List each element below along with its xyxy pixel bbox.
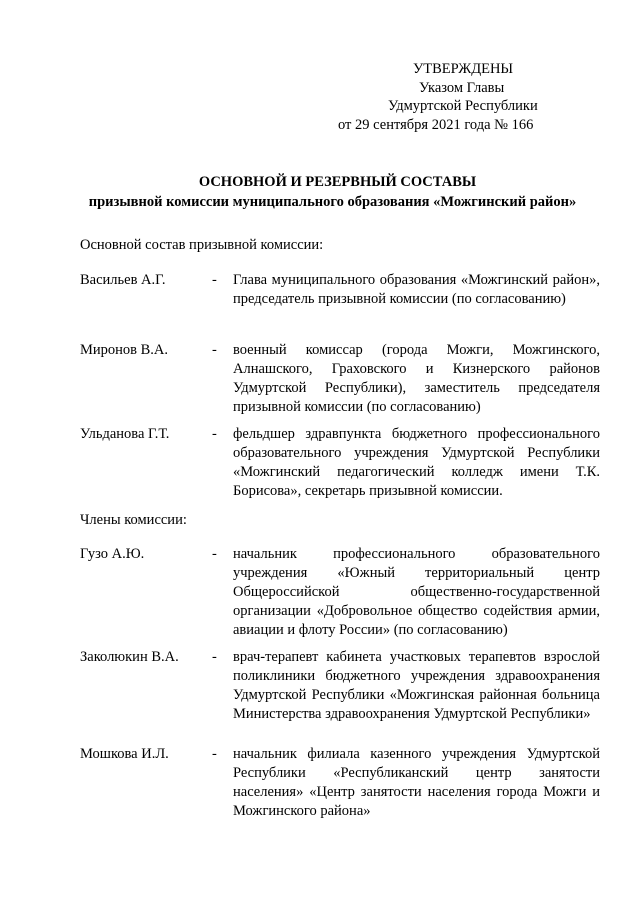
- title-line-2: призывной комиссии муниципального образования «Можгинский район»: [88, 194, 577, 210]
- member-dash: -: [212, 272, 217, 288]
- member-entry: [80, 271, 600, 309]
- approval-date: от 29 сентября 2021 года № 166: [338, 116, 534, 133]
- approval-decree: Указом Главы: [419, 79, 505, 96]
- member-entry: [80, 425, 600, 501]
- member-role: Глава муниципального образования «Можгинский район», председатель призывной комиссии (по согласованию): [233, 272, 600, 307]
- title-line-1: ОСНОВНОЙ И РЕЗЕРВНЫЙ СОСТАВЫ: [198, 174, 477, 190]
- member-name: Миронов В.А.: [80, 342, 169, 358]
- document-title: [60, 172, 605, 212]
- members-section-heading: Члены комиссии:: [80, 512, 187, 528]
- member-dash: -: [212, 746, 217, 762]
- member-name: Васильев А.Г.: [80, 272, 166, 288]
- member-role: врач-терапевт кабинета участковых терапевтов взрослой поликлиники бюджетного учреждения здравоохранения Удмуртской Республики «Можгинская районная больница Министерства здравоохранения Удмуртской Республики»: [233, 649, 600, 722]
- member-entry: [80, 341, 600, 417]
- member-dash: -: [212, 342, 217, 358]
- member-role: фельдшер здравпункта бюджетного профессионального образовательного учреждения Удмуртской Республики «Можгинский педагогический колледж имени Т.К. Борисова», секретарь призывной комиссии.: [233, 426, 600, 499]
- main-section-heading: Основной состав призывной комиссии:: [80, 237, 324, 253]
- member-dash: -: [212, 649, 217, 665]
- member-role: военный комиссар (города Можги, Можгинского, Алнашского, Граховского и Кизнерского районов Удмуртской Республики), заместитель председателя призывной комиссии (по согласованию): [233, 342, 600, 415]
- approval-authority: Удмуртской Республики: [388, 98, 538, 114]
- member-dash: -: [212, 426, 217, 442]
- approval-stamp: [300, 60, 540, 134]
- member-name: Мошкова И.Л.: [80, 746, 169, 762]
- member-entry: [80, 648, 600, 724]
- member-name: Гузо А.Ю.: [80, 546, 145, 562]
- member-name: Заколюкин В.А.: [80, 649, 179, 665]
- member-entry: [80, 545, 600, 640]
- approval-heading: УТВЕРЖДЕНЫ: [413, 61, 514, 77]
- member-entry: [80, 745, 600, 821]
- member-role: начальник профессионального образовательного учреждения «Южный территориальный центр Общероссийской общественно-государственной организации «Добровольное общество содействия армии, авиации и флоту России» (по согласованию): [233, 546, 600, 638]
- member-name: Ульданова Г.Т.: [80, 426, 170, 442]
- member-role: начальник филиала казенного учреждения Удмуртской Республики «Республиканский центр занятости населения» «Центр занятости населения города Можги и Можгинского района»: [233, 746, 600, 819]
- member-dash: -: [212, 546, 217, 562]
